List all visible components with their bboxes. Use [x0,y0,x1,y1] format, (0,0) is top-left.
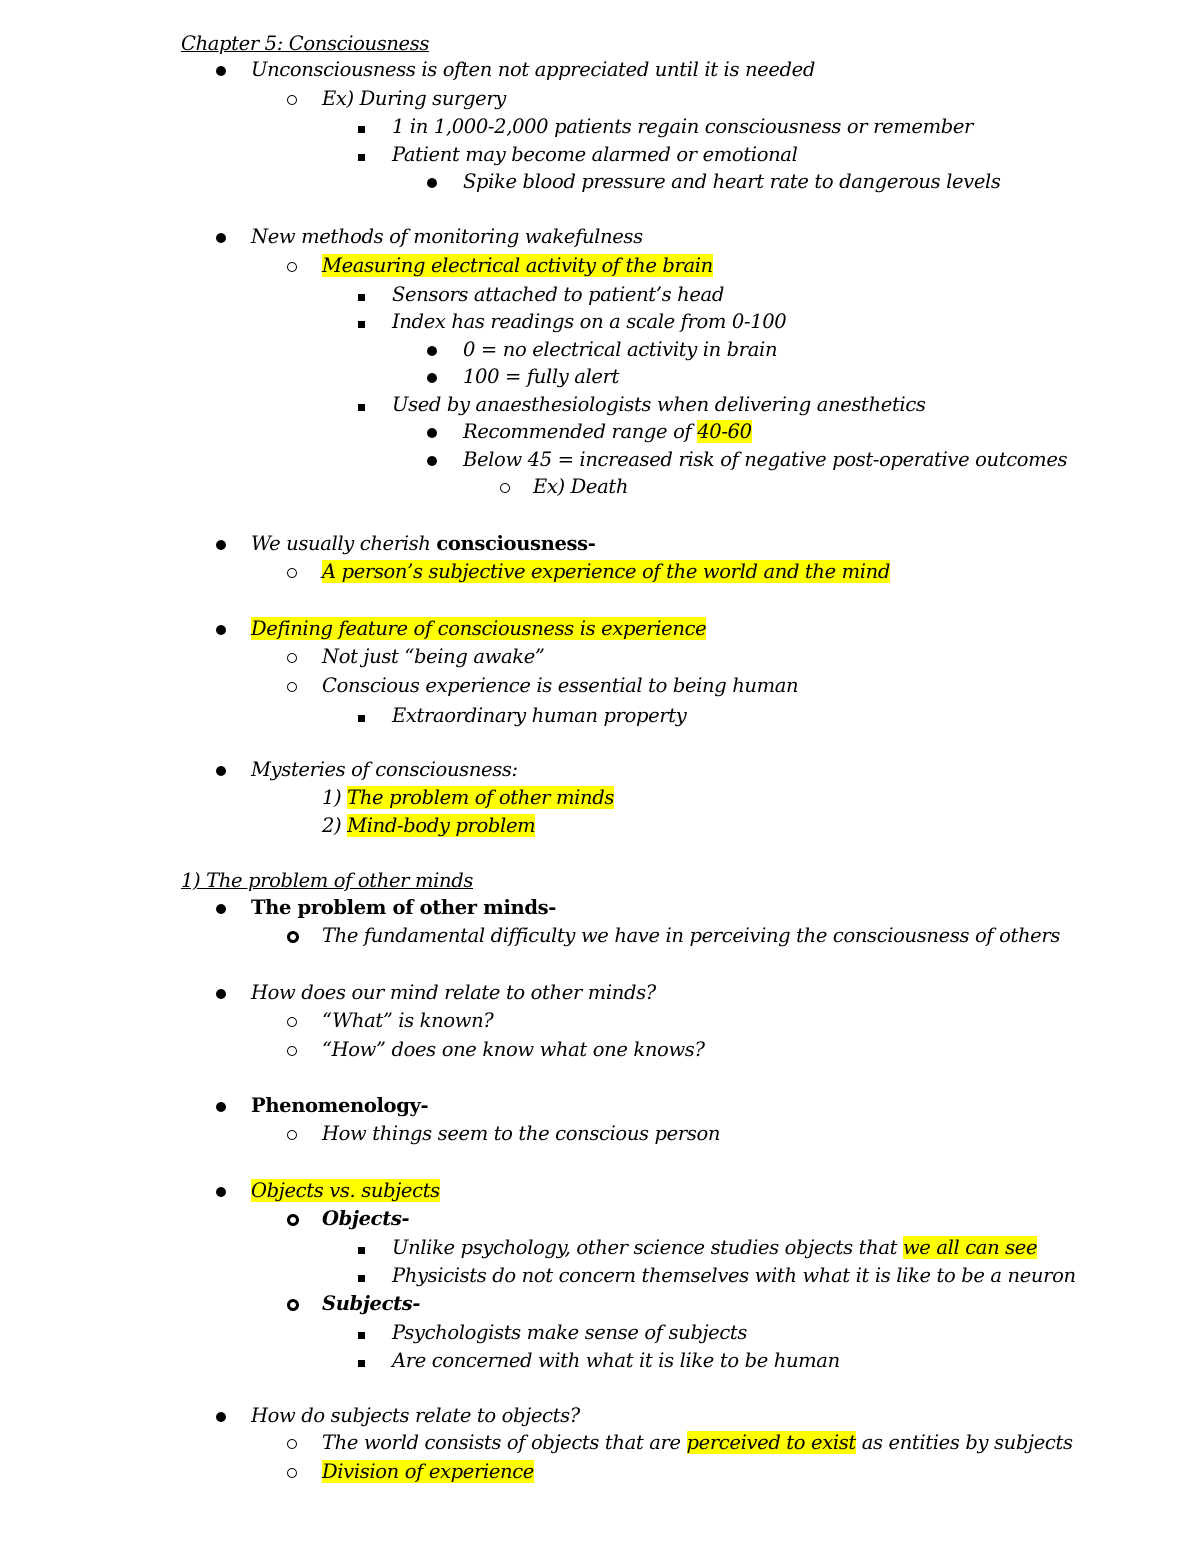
bullet-text: Not just “being awake” [322,645,545,668]
bullet-disc [216,895,226,921]
term-bold: The problem of other minds- [251,896,556,919]
highlighted-text: Measuring electrical activity of the brain [322,254,713,277]
bullet-circle [287,923,299,949]
bullet-text [322,559,890,585]
highlighted-text: we all can see [902,1236,1038,1259]
bullet-circle [287,673,297,699]
bullet-text: New methods of monitoring wakefulness [251,225,643,248]
bullet-text: Sensors attached to patient’s head [392,283,724,306]
bullet-text: Psychologists make sense of subjects [392,1321,748,1344]
bullet-disc [216,616,226,642]
bullet-text [322,253,713,279]
bullet-square [358,1235,365,1261]
bullet-text [322,1459,534,1485]
item-number: 1) [322,786,348,809]
bullet-text: 1 in 1,000-2,000 patients regain consciousness or remember [392,115,974,138]
bullet-disc [216,224,226,250]
bullet-circle [287,644,297,670]
highlighted-text: The problem of other minds [347,786,614,809]
bullet-text [251,1178,440,1204]
term-bold: Phenomenology- [251,1094,429,1117]
bullet-circle [287,1430,297,1456]
bullet-disc [427,337,437,363]
bullet-text: Patient may become alarmed or emotional [392,143,798,166]
highlighted-text: Objects vs. subjects [251,1179,440,1202]
bullet-disc [216,1178,226,1204]
bullet-text [251,616,706,642]
bullet-disc [216,980,226,1006]
bullet-text: 100 = fully alert [463,365,620,388]
highlighted-text: Defining feature of consciousness is experience [251,617,707,640]
bullet-circle [287,1291,299,1317]
bullet-circle [500,474,510,500]
bullet-square [358,309,365,335]
bullet-text: Conscious experience is essential to being human [322,674,799,697]
bullet-text: Ex) During surgery [322,87,506,110]
numbered-item [322,785,614,811]
bullet-text: The fundamental difficulty we have in perceiving the consciousness of others [322,924,1060,947]
highlighted-text: perceived to exist [686,1431,856,1454]
chapter-heading: Chapter 5: Consciousness [181,32,430,55]
bullet-circle [287,1037,297,1063]
text-segment: Recommended range of [463,420,698,443]
bullet-circle [287,1459,297,1485]
text-segment: We usually cherish [251,532,437,555]
bullet-text: Unconsciousness is often not appreciated until it is needed [251,58,815,81]
bullet-disc [216,1093,226,1119]
term-bold: consciousness- [436,532,596,555]
bullet-circle [287,1008,297,1034]
text-segment: The world consists of objects that are [322,1431,687,1454]
bullet-disc [427,447,437,473]
bullet-text: Used by anaesthesiologists when delivering anesthetics [392,393,926,416]
bullet-text [251,531,596,557]
bullet-text [392,1235,1037,1261]
bullet-square [358,1320,365,1346]
bullet-circle [287,1121,297,1147]
bullet-text: How do subjects relate to objects? [251,1404,580,1427]
bullet-text: 0 = no electrical activity in brain [463,338,778,361]
bullet-text: Ex) Death [533,475,629,498]
bullet-text: “What” is known? [322,1009,494,1032]
bullet-square [358,392,365,418]
bullet-circle [287,1206,299,1232]
highlighted-text: 40-60 [697,420,752,443]
bullet-square [358,1348,365,1374]
section-heading: 1) The problem of other minds [181,869,473,892]
bullet-circle [287,253,297,279]
bullet-text: Mysteries of consciousness: [251,758,518,781]
bullet-text: “How” does one know what one knows? [322,1038,705,1061]
bullet-text: Index has readings on a scale from 0-100 [392,310,787,333]
bullet-square [358,142,365,168]
text-segment: as entities by subjects [855,1431,1073,1454]
highlighted-text: Mind-body problem [347,814,536,837]
bullet-disc [427,169,437,195]
term-bold-italic: Subjects- [322,1292,421,1315]
numbered-item [322,813,535,839]
bullet-square [358,703,365,729]
bullet-text: How things seem to the conscious person [322,1122,721,1145]
bullet-disc [427,364,437,390]
bullet-text: Are concerned with what it is like to be human [392,1349,840,1372]
bullet-text: Physicists do not concern themselves with what it is like to be a neuron [392,1264,1076,1287]
text-segment: Unlike psychology, other science studies objects that [392,1236,903,1259]
bullet-disc [427,419,437,445]
bullet-text [463,419,752,445]
bullet-disc [216,531,226,557]
highlighted-text: A person’s subjective experience of the world and the mind [322,560,891,583]
bullet-disc [216,57,226,83]
item-number: 2) [322,814,348,837]
bullet-text: How does our mind relate to other minds? [251,981,656,1004]
bullet-text: Extraordinary human property [392,704,687,727]
term-bold-italic: Objects- [322,1207,410,1230]
bullet-disc [216,1403,226,1429]
bullet-square [358,1263,365,1289]
bullet-square [358,114,365,140]
bullet-text [322,1430,1073,1456]
bullet-square [358,282,365,308]
bullet-circle [287,86,297,112]
bullet-text: Spike blood pressure and heart rate to dangerous levels [463,170,1001,193]
bullet-circle [287,559,297,585]
bullet-disc [216,757,226,783]
bullet-text: Below 45 = increased risk of negative post-operative outcomes [463,448,1068,471]
highlighted-text: Division of experience [322,1460,534,1483]
